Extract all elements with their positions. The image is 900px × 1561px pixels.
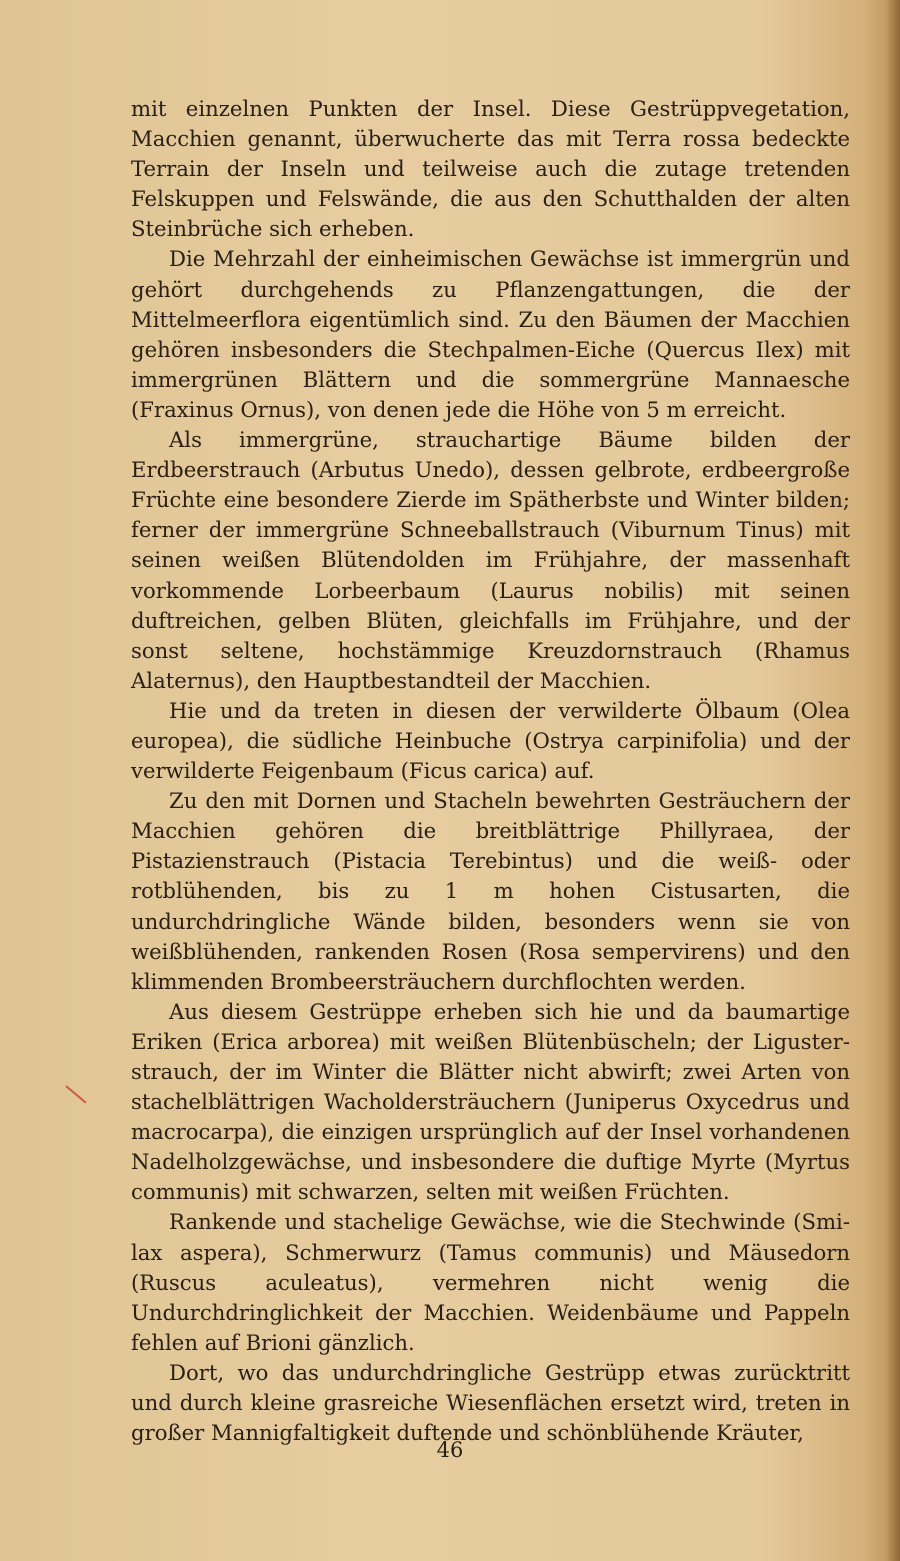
page-edge-shadow [886,0,900,1561]
body-text [131,94,850,1448]
paragraph-4: Hie und da treten in diesen der verwilderte Ölbaum (Olea europea), die südliche Heinbuche (Ostrya carpinifolia) und der verwilderte Feigenbaum (Ficus carica) auf. [131,697,850,784]
paragraph-8: Dort, wo das undurchdringliche Gestrüpp etwas zurücktritt und durch kleine grasreiche Wiesenflächen ersetzt wird, treten in großer Mannigfaltigkeit duftende und schönblühende Kräuter, [131,1359,850,1446]
paragraph-7: Rankende und stachelige Gewächse, wie die Stechwinde (Smilax aspera), Schmerwurz (Tamus communis) und Mäusedorn (Ruscus aculeatus), vermehren nicht wenig die Undurchdringlichkeit der Macchien. Weidenbäume und Pappeln fehlen auf Brioni gänzlich. [131,1209,850,1355]
paragraph-5: Zu den mit Dornen und Stacheln bewehrten Gesträuchern der Macchien gehören die breitblättrige Phillyraea, der Pistazienstrauch (Pistacia Terebintus) und die weiß- oder rotblühenden, bis zu 1 m hohen Cistusarten, die undurchdringliche Wände bilden, besonders wenn sie von weißblühenden, rankenden Rosen (Rosa sempervirens) und den klimmenden Brombeersträuchern durchflochten werden. [131,788,850,994]
paragraph-2: Die Mehrzahl der einheimischen Gewächse ist immergrün und gehört durchgehends zu Pflanzengattungen, die der Mittelmeerflora eigentümlich sind. Zu den Bäumen der Macchien gehören insbesonders die Stechpalmen-Eiche (Quercus Ilex) mit immergrünen Blättern und die sommergrüne Mannaesche (Fraxinus Ornus), von denen jede die Höhe von 5 m erreicht. [131,246,850,422]
paragraph-1: mit einzelnen Punkten der Insel. Diese Gestrüppvegetation, Macchien genannt, überwucherte das mit Terra rossa bedeckte Terrain der Inseln und teilweise auch die zutage tretenden Felskuppen und Felswände, die aus den Schutthalden der alten Steinbrüche sich erheben. [131,96,850,242]
paragraph-6: Aus diesem Gestrüppe erheben sich hie und da baumartige Eriken (Erica arborea) mit weißen Blütenbüscheln; der Ligusterstrauch, der im Winter die Blätter nicht abwirft; zwei Arten von stachelblättrigen Wacholdersträuchern (Juniperus Oxycedrus und macrocarpa), die einzigen ursprünglich auf der Insel vorhandenen Nadelholzgewächse, und insbesondere die duftige Myrte (Myrtus communis) mit schwarzen, selten mit weißen Früchten. [131,998,850,1205]
red-pencil-mark [65,1085,86,1103]
page-number: 46 [436,1438,464,1462]
paragraph-3: Als immergrüne, strauchartige Bäume bilden der Erdbeerstrauch (Arbutus Unedo), dessen gelbrote, erdbeergroße Früchte eine besondere Zierde im Spätherbste und Winter bilden; ferner der immergrüne Schneeballstrauch (Viburnum Tinus) mit seinen weißen Blütendolden im Frühjahre, der massenhaft vorkommende Lorbeerbaum (Laurus nobilis) mit seinen duftreichen, gelben Blüten, gleichfalls im Frühjahre, und der sonst seltene, hochstämmige Kreuzdornstrauch (Rhamus Alaternus), den Hauptbestandteil der Macchien. [131,427,850,693]
